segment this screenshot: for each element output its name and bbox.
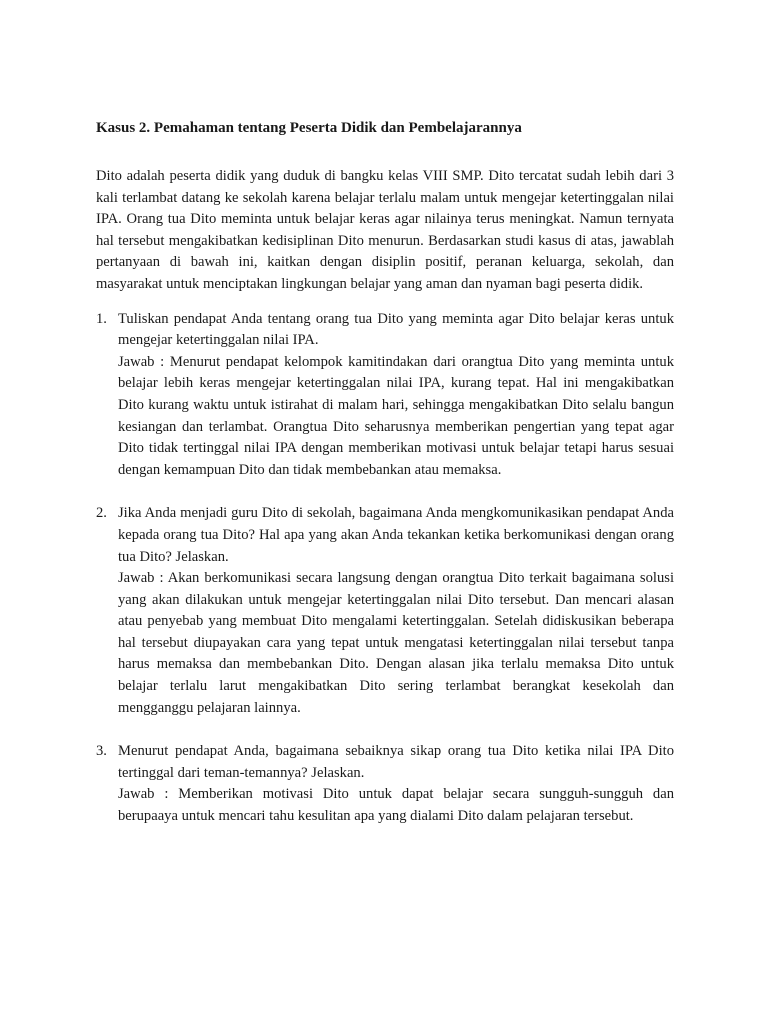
question-item — [96, 309, 674, 482]
case-description: Dito adalah peserta didik yang duduk di bangku kelas VIII SMP. Dito tercatat sudah lebih dari 3 kali terlambat datang ke sekolah karena belajar terlalu malam untuk mengejar ketertinggalan nilai IPA. Orang tua Dito meminta untuk belajar keras agar nilainya terus meningkat. Namun ternyata hal tersebut mengakibatkan kedisiplinan Dito menurun. Berdasarkan studi kasus di atas, jawablah pertanyaan di bawah ini, kaitkan dengan disiplin positif, peranan keluarga, sekolah, dan masyarakat untuk menciptakan lingkungan belajar yang aman dan nyaman bagi peserta didik. — [96, 168, 674, 292]
question-item — [96, 741, 674, 827]
question-text: Menurut pendapat Anda, bagaimana sebaiknya sikap orang tua Dito ketika nilai IPA Dito tertinggal dari teman-temannya? Jelaskan. — [118, 743, 674, 781]
question-list — [96, 309, 674, 828]
question-text: Tuliskan pendapat Anda tentang orang tua Dito yang meminta agar Dito belajar keras untuk mengejar ketertinggalan nilai IPA. — [118, 310, 674, 349]
question-text: Jika Anda menjadi guru Dito di sekolah, bagaimana Anda mengkomunikasikan pendapat Anda kepada orang tua Dito? Hal apa yang akan Anda tekankan ketika berkomunikasi dengan orang tua Dito? Jelaskan. — [118, 505, 674, 565]
document-title: Kasus 2. Pemahaman tentang Peserta Didik dan Pembelajarannya — [96, 120, 522, 136]
answer-text: Jawab : Akan berkomunikasi secara langsung dengan orangtua Dito terkait bagaimana solusi yang akan dilakukan untuk mengejar ketertinggalan nilai Dito tersebut. Dan mencari alasan atau penyebab yang membuat Dito mengalami ketertinggalan. Setelah didiskusikan beberapa hal tersebut diupayakan cara yang tepat untuk mengatasi ketertinggalan nilai tersebut tanpa harus memaksa dan membebankan Dito. Dengan alasan jika terlalu memaksa Dito untuk belajar terlalu larut mengakibatkan Dito sering terlambat berangkat kesekolah dan mengganggu pelajaran lainnya. — [118, 570, 674, 716]
question-number: 2. — [96, 505, 107, 522]
answer-text: Jawab : Memberikan motivasi Dito untuk dapat belajar secara sungguh-sungguh dan berupaaya untuk mencari tahu kesulitan apa yang dialami Dito dalam pelajaran tersebut. — [118, 786, 674, 825]
question-number: 1. — [96, 310, 107, 327]
document-page — [96, 118, 674, 850]
question-number: 3. — [96, 743, 107, 760]
question-item — [96, 503, 674, 719]
answer-text: Jawab : Menurut pendapat kelompok kamitindakan dari orangtua Dito yang meminta untuk belajar lebih keras mengejar ketertinggalan nilai IPA, kurang tepat. Hal ini mengakibatkan Dito kurang waktu untuk istirahat di malam hari, sehingga mengakibatkan Dito selalu bangun kesiangan dan terlambat. Orangtua Dito seharusnya memberikan pengertian yang tepat agar Dito tidak tertinggal nilai IPA dengan memberikan motivasi untuk belajar tetapi harus sesuai dengan kemampuan Dito dan tidak membebankan atau memaksa. — [118, 353, 674, 478]
